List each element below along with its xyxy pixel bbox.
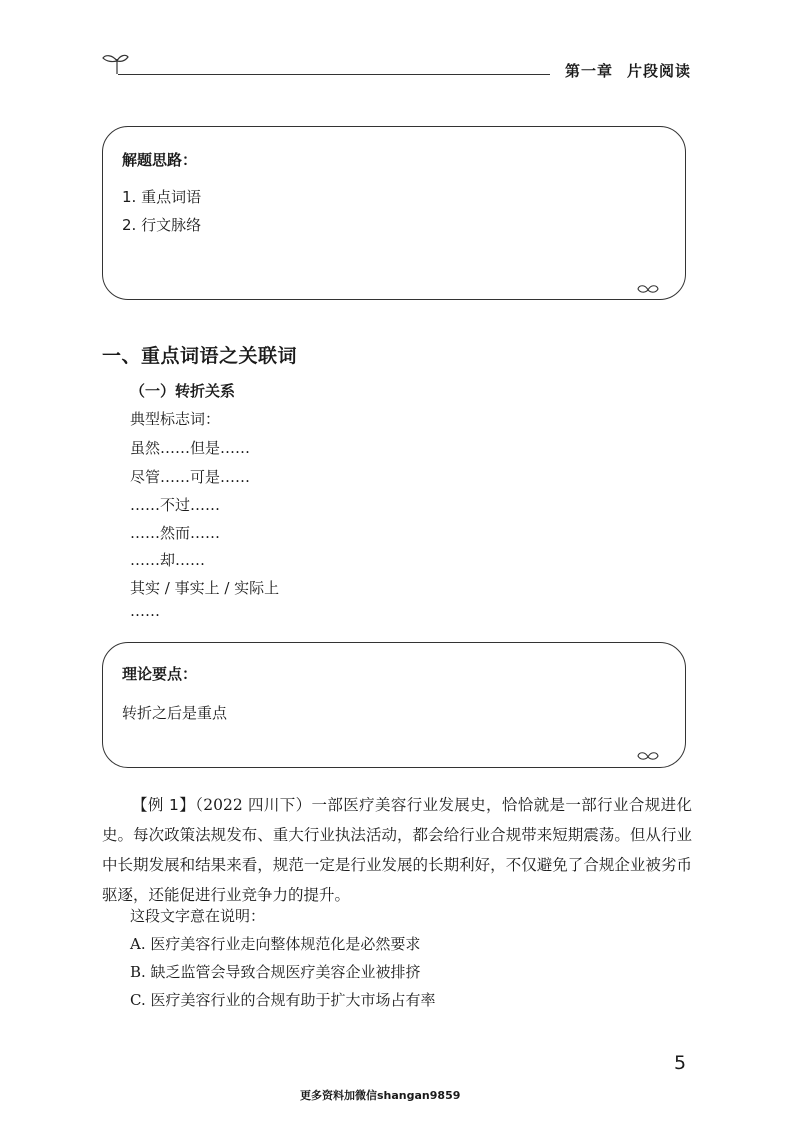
- section-label: 片段阅读: [627, 62, 692, 80]
- marker-word: ……: [130, 602, 160, 620]
- example-text: 一部医疗美容行业发展史，恰恰就是一部行业合规进化史。每次政策法规发布、重大行业执法活动，都会给行业合规带来短期震荡。但从行业中长期发展和结果来看，规范一定是行业发展的长期利好，不仅避免了合规企业被劣币驱逐，还能促进行业竞争力的提升。: [102, 796, 692, 904]
- answer-option-a: A. 医疗美容行业走向整体规范化是必然要求: [130, 935, 421, 953]
- section-title: 一、重点词语之关联词: [102, 345, 298, 367]
- marker-word: ……然而……: [130, 524, 221, 542]
- answer-option-b: B. 缺乏监管会导致合规医疗美容企业被排挤: [130, 963, 421, 981]
- marker-word: ……却……: [130, 551, 206, 569]
- header-rule: [118, 74, 550, 75]
- example-source: （2022 四川下）: [195, 796, 312, 814]
- question-stem: 这段文字意在说明：: [130, 907, 266, 925]
- sprout-icon: [100, 50, 130, 76]
- marker-word: 尽管……可是……: [130, 468, 251, 486]
- chapter-label: 第一章: [565, 62, 614, 80]
- markers-label: 典型标志词：: [130, 410, 221, 428]
- example-tag: 【例 1】: [132, 796, 196, 814]
- page-number: 5: [674, 1052, 687, 1074]
- marker-word: ……不过……: [130, 496, 221, 514]
- leaf-icon: [637, 750, 659, 764]
- subsection-title: （一）转折关系: [130, 382, 236, 400]
- approach-item: 1. 重点词语: [122, 188, 202, 206]
- answer-option-c: C. 医疗美容行业的合规有助于扩大市场占有率: [130, 991, 436, 1009]
- approach-item: 2. 行文脉络: [122, 216, 202, 234]
- box-title-approach: 解题思路：: [122, 151, 198, 169]
- footer-note: 更多资料加微信shangan9859: [300, 1089, 461, 1102]
- chapter-header: [565, 60, 691, 81]
- marker-word: 其实 / 事实上 / 实际上: [130, 579, 280, 597]
- leaf-icon: [637, 283, 659, 297]
- example-paragraph: [102, 790, 692, 910]
- marker-word: 虽然……但是……: [130, 439, 251, 457]
- theory-point: 转折之后是重点: [122, 704, 228, 722]
- box-title-theory: 理论要点：: [122, 665, 198, 683]
